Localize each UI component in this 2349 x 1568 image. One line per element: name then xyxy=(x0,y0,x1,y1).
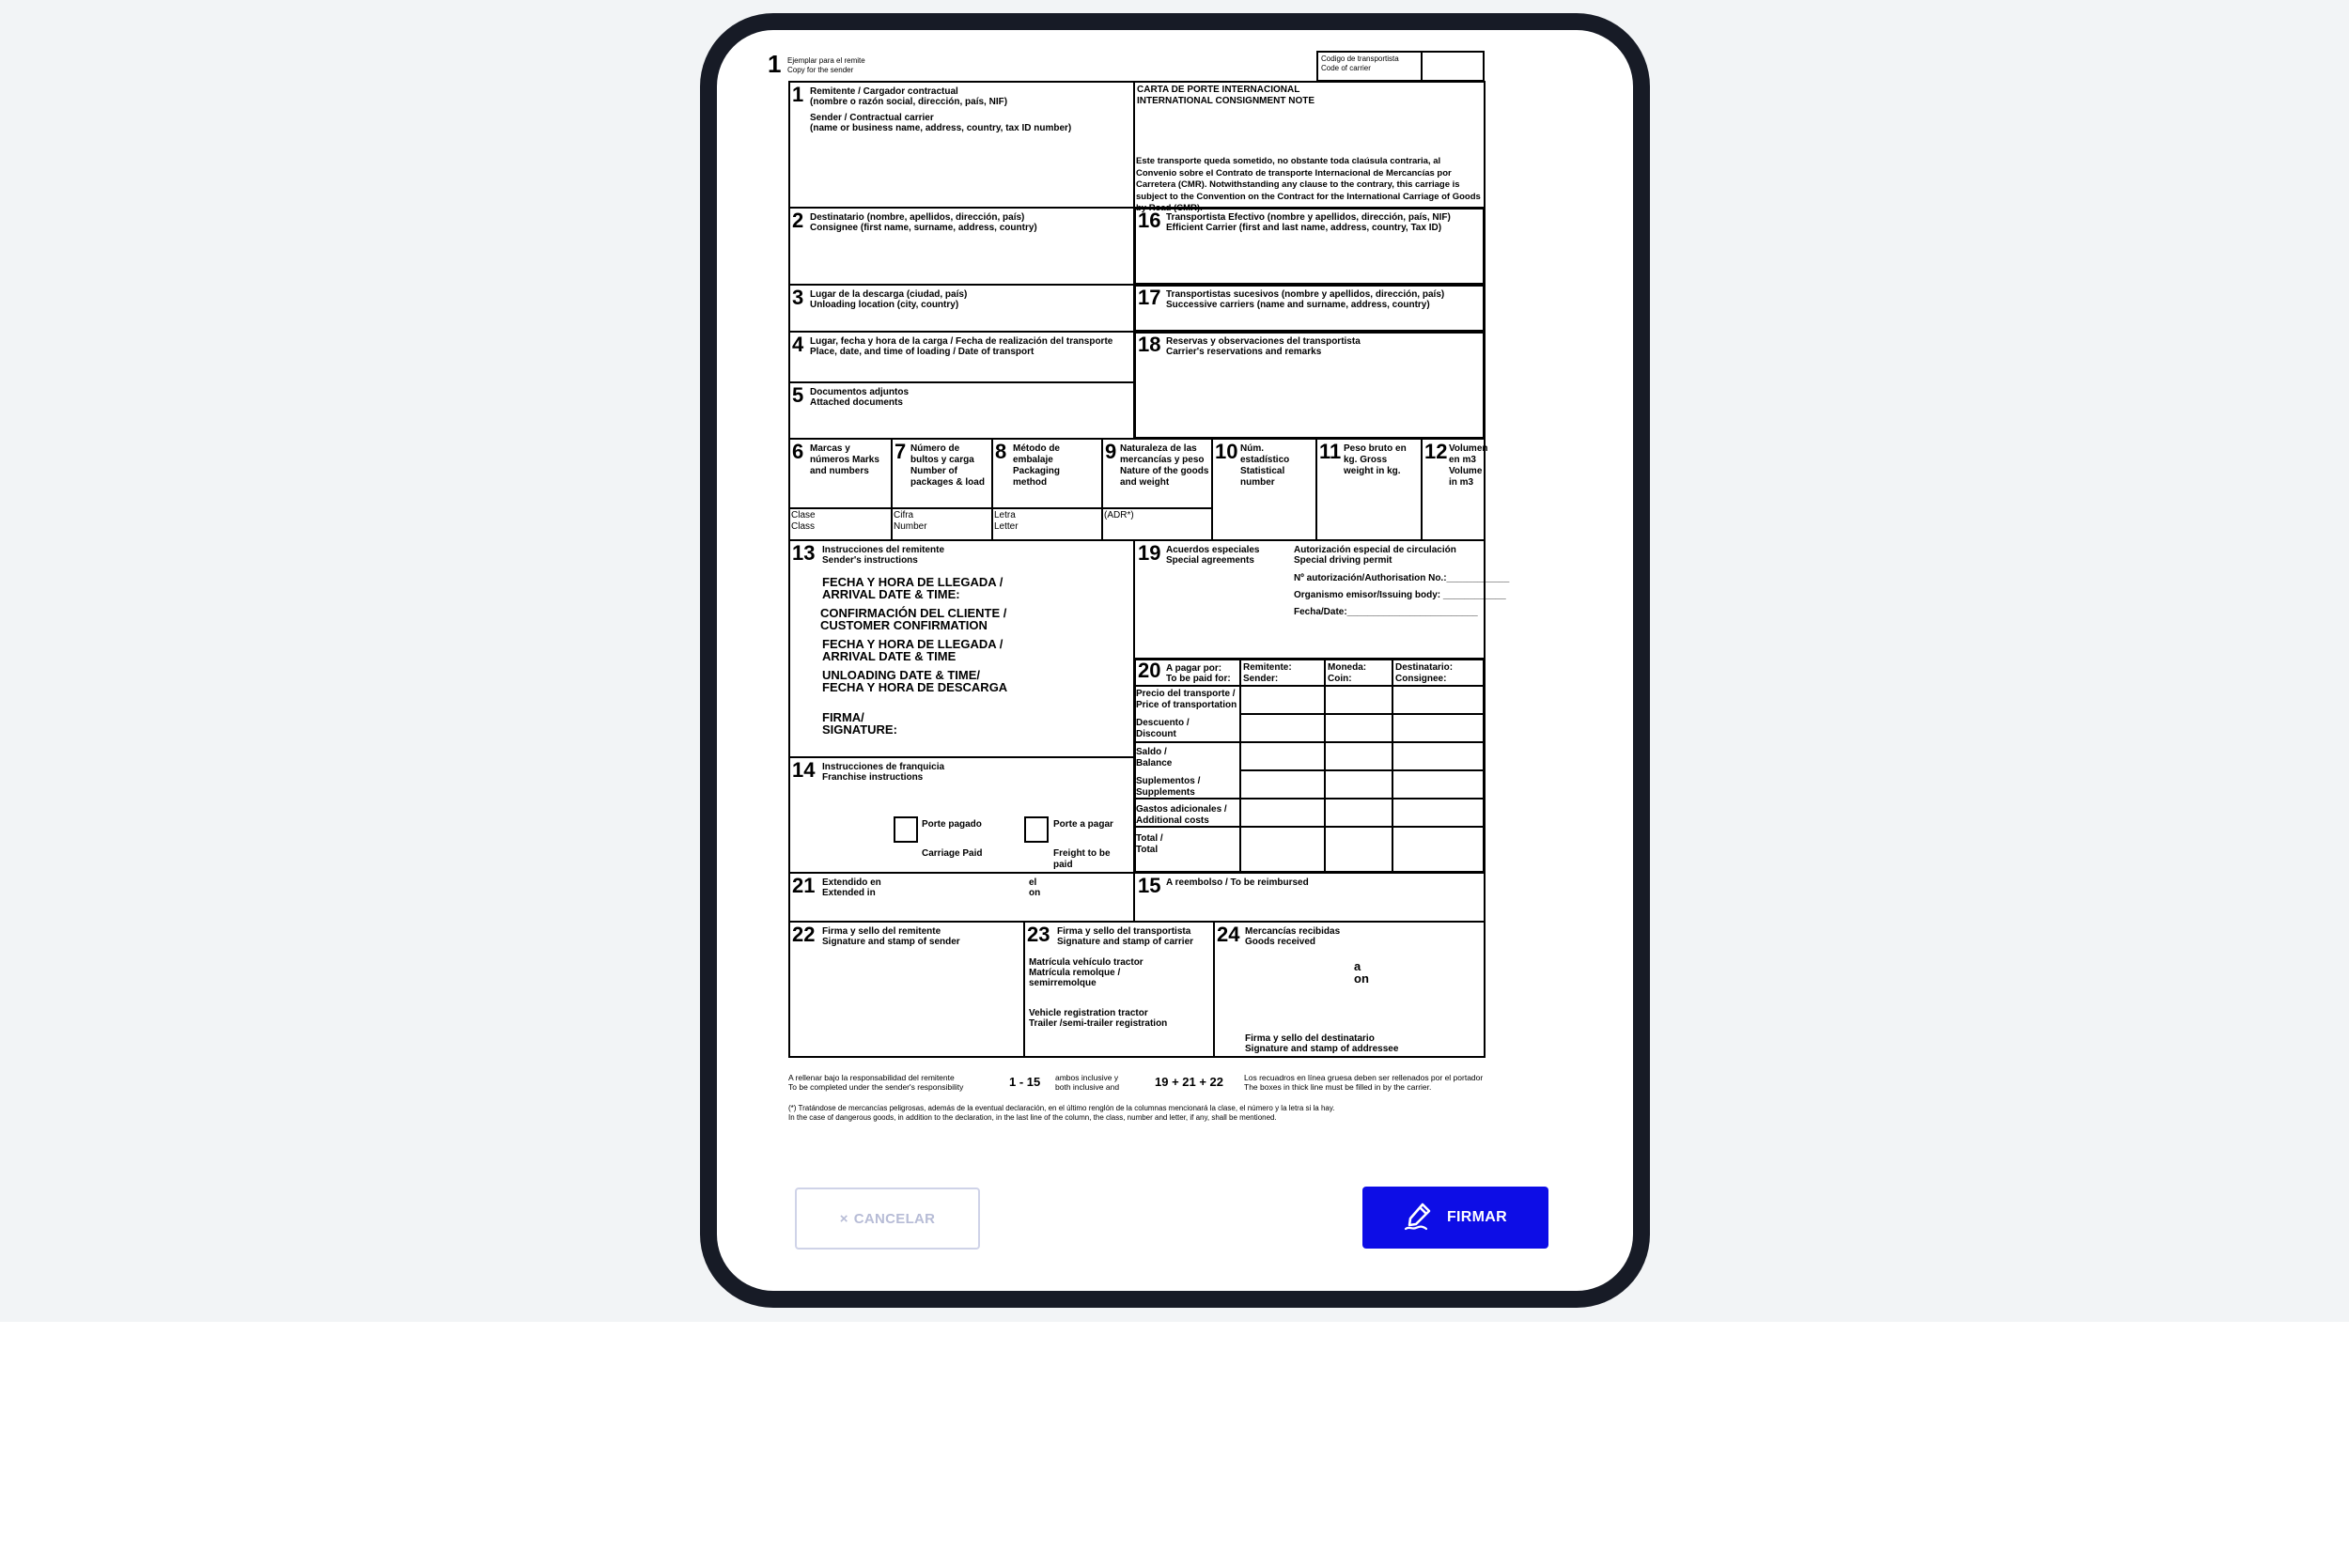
field-13-label-en: Sender's instructions xyxy=(822,555,918,566)
freight-to-pay-checkbox[interactable] xyxy=(1024,816,1049,843)
permit-label-en: Special driving permit xyxy=(1294,555,1392,566)
tractor-plate-es: Matrícula vehículo tractor xyxy=(1029,957,1143,968)
instr-line-9: FIRMA/ xyxy=(822,710,864,724)
field-22-label-en: Signature and stamp of sender xyxy=(822,937,960,947)
col-consignee: Destinatario: Consignee: xyxy=(1395,662,1454,684)
field-19-label-es: Acuerdos especiales xyxy=(1166,545,1260,555)
trailer-plate-en: Trailer /semi-trailer registration xyxy=(1029,1018,1168,1029)
field-11-label: Peso bruto en kg. Gross weight in kg. xyxy=(1344,443,1407,476)
field-13-label-es: Instrucciones del remitente xyxy=(822,545,945,555)
close-icon: × xyxy=(839,1210,848,1227)
footer-resp-es: A rellenar bajo la responsabilidad del remitente xyxy=(788,1073,955,1082)
footer-thick-es: Los recuadros en línea gruesa deben ser rellenados por el portador xyxy=(1244,1073,1484,1082)
field-2-number: 2 xyxy=(792,209,804,232)
cmr-consignment-note xyxy=(717,30,1633,1291)
carrier-code-label-en: Code of carrier xyxy=(1321,64,1371,72)
field-19-label-en: Special agreements xyxy=(1166,555,1254,566)
semitrailer-es: semirremolque xyxy=(1029,978,1097,988)
field-4-label-es: Lugar, fecha y hora de la carga / Fecha de realización del transporte xyxy=(810,336,1113,347)
instr-line-10: SIGNATURE: xyxy=(822,722,897,737)
field-21-label-es: Extendido en xyxy=(822,877,881,888)
field-14-label-es: Instrucciones de franquicia xyxy=(822,762,945,772)
permit-date-field: Fecha/Date:_________________________ xyxy=(1294,607,1478,617)
row-total: Total / Total xyxy=(1136,833,1163,855)
field-18-label-en: Carrier's reservations and remarks xyxy=(1166,347,1322,357)
instr-line-7: UNLOADING DATE & TIME/ xyxy=(822,668,981,682)
instr-line-3: CONFIRMACIÓN DEL CLIENTE / xyxy=(820,606,1007,620)
field-18-label-es: Reservas y observaciones del transportista xyxy=(1166,336,1361,347)
field-12-number: 12 xyxy=(1424,440,1448,463)
field-9-sub: (ADR*) xyxy=(1104,510,1134,520)
field-1-number: 1 xyxy=(792,83,804,106)
addressee-sign-es: Firma y sello del destinatario xyxy=(1245,1033,1375,1044)
field-16-label-en: Efficient Carrier (first and last name, address, country, Tax ID) xyxy=(1166,223,1442,233)
row-balance: Saldo / Balance xyxy=(1136,747,1173,768)
copy-label-es: Ejemplar para el remite xyxy=(787,56,865,65)
issuing-body-field: Organismo emisor/Issuing body: ____________ xyxy=(1294,590,1506,600)
copy-number: 1 xyxy=(768,50,782,78)
sign-label: FIRMAR xyxy=(1446,1209,1507,1225)
field-23-number: 23 xyxy=(1027,923,1050,946)
footer-resp-en: To be completed under the sender's responsibility xyxy=(788,1082,964,1092)
carriage-paid-en: Carriage Paid xyxy=(922,848,983,859)
field-24-label-en: Goods received xyxy=(1245,937,1316,947)
field-24-on: on xyxy=(1354,971,1369,986)
field-10-number: 10 xyxy=(1215,440,1238,463)
field-2-label-es: Destinatario (nombre, apellidos, dirección, país) xyxy=(810,212,1025,223)
field-14-number: 14 xyxy=(792,758,816,782)
row-discount: Descuento / Discount xyxy=(1136,718,1190,739)
field-19-number: 19 xyxy=(1138,541,1161,565)
field-5-label-es: Documentos adjuntos xyxy=(810,387,910,397)
permit-label-es: Autorización especial de circulación xyxy=(1294,545,1456,555)
field-17-label-en: Successive carriers (name and surname, address, country) xyxy=(1166,300,1430,310)
field-9-number: 9 xyxy=(1105,440,1117,463)
row-supplements: Suplementos / Supplements xyxy=(1136,776,1201,798)
footer-incl-es: ambos inclusive y xyxy=(1055,1073,1119,1082)
field-5-label-en: Attached documents xyxy=(810,397,903,408)
field-7-sub: Cifra Number xyxy=(894,510,927,532)
field-4-label-en: Place, date, and time of loading / Date of transport xyxy=(810,347,1034,357)
field-8-label: Método de embalaje Packaging method xyxy=(1013,443,1061,488)
carrier-code-label-es: Codigo de transportista xyxy=(1321,54,1399,63)
field-18-number: 18 xyxy=(1138,333,1161,356)
field-8-number: 8 xyxy=(995,440,1007,463)
field-20-label-en: To be paid for: xyxy=(1166,674,1231,684)
instr-line-2: ARRIVAL DATE & TIME: xyxy=(822,587,960,601)
field-1-label-es: Remitente / Cargador contractual xyxy=(810,86,958,97)
field-7-number: 7 xyxy=(894,440,907,463)
form-left-upper-frame xyxy=(788,81,1135,440)
field-1-label-en2: (name or business name, address, country, tax ID number) xyxy=(810,123,1072,133)
field-24-label-es: Mercancías recibidas xyxy=(1245,926,1341,937)
field-21-on-es: el xyxy=(1029,877,1037,888)
cancel-label: CANCELAR xyxy=(853,1210,936,1227)
instr-line-8: FECHA Y HORA DE DESCARGA xyxy=(822,680,1008,694)
tablet-frame xyxy=(700,13,1650,1308)
field-3-number: 3 xyxy=(792,286,804,309)
footer-danger-es: (*) Tratándose de mercancías peligrosas, además de la eventual declaración, en el último renglón de la columnas mencionará la clase, el número y la letra si la hay. xyxy=(788,1104,1335,1112)
field-8-sub: Letra Letter xyxy=(994,510,1019,532)
footer-incl-en: both inclusive and xyxy=(1055,1082,1120,1092)
field-24-number: 24 xyxy=(1217,923,1240,946)
instr-line-4: CUSTOMER CONFIRMATION xyxy=(820,618,988,632)
cancel-button[interactable] xyxy=(795,1188,980,1250)
footer-range-2: 19 + 21 + 22 xyxy=(1155,1075,1224,1089)
footer-danger-en: In the case of dangerous goods, in addition to the declaration, in the last line of the column, the class, number and letter, if any, shall be mentioned. xyxy=(788,1113,1277,1122)
field-15-label: A reembolso / To be reimbursed xyxy=(1166,877,1309,888)
form-title-es: CARTA DE PORTE INTERNACIONAL xyxy=(1137,85,1300,95)
field-12-label: Volumen en m3 Volume in m3 xyxy=(1449,443,1488,488)
form-title-en: INTERNATIONAL CONSIGNMENT NOTE xyxy=(1137,96,1315,106)
sign-button[interactable] xyxy=(1362,1187,1548,1249)
footer-range-1: 1 - 15 xyxy=(1009,1075,1041,1089)
field-14-label-en: Franchise instructions xyxy=(822,772,924,783)
trailer-plate-es: Matrícula remolque / xyxy=(1029,968,1121,978)
field-15-number: 15 xyxy=(1138,874,1161,897)
col-coin: Moneda: Coin: xyxy=(1328,662,1367,684)
field-17-number: 17 xyxy=(1138,286,1161,309)
field-10-label: Núm. estadístico Statistical number xyxy=(1240,443,1290,488)
row-additional-costs: Gastos adicionales / Additional costs xyxy=(1136,804,1227,826)
instr-line-6: ARRIVAL DATE & TIME xyxy=(822,649,957,663)
carriage-paid-es: Porte pagado xyxy=(922,819,982,830)
field-6-number: 6 xyxy=(792,440,804,463)
field-6-label: Marcas y números Marks and numbers xyxy=(810,443,879,476)
field-7-label: Número de bultos y carga Number of packages & load xyxy=(910,443,985,488)
freight-to-pay-es: Porte a pagar xyxy=(1053,819,1113,830)
addressee-sign-en: Signature and stamp of addressee xyxy=(1245,1044,1399,1054)
field-23-label-es: Firma y sello del transportista xyxy=(1057,926,1191,937)
field-3-label-es: Lugar de la descarga (ciudad, país) xyxy=(810,289,968,300)
field-4-number: 4 xyxy=(792,333,804,356)
field-20-label-es: A pagar por: xyxy=(1166,663,1222,674)
field-16-label-es: Transportista Efectivo (nombre y apellidos, dirección, país, NIF) xyxy=(1166,212,1451,223)
field-13-number: 13 xyxy=(792,541,816,565)
carriage-paid-checkbox[interactable] xyxy=(894,816,918,843)
field-3-label-en: Unloading location (city, country) xyxy=(810,300,959,310)
field-20-number: 20 xyxy=(1138,659,1161,682)
copy-label-en: Copy for the sender xyxy=(787,66,854,74)
sign-pen-icon xyxy=(1404,1201,1436,1235)
row-price: Precio del transporte / Price of transportation xyxy=(1136,689,1237,710)
footer-thick-en: The boxes in thick line must be filled in by the carrier. xyxy=(1244,1082,1432,1092)
col-sender: Remitente: Sender: xyxy=(1243,662,1292,684)
field-1-label-en: Sender / Contractual carrier xyxy=(810,113,934,123)
field-21-number: 21 xyxy=(792,874,816,897)
field-11-number: 11 xyxy=(1319,440,1342,463)
field-6-sub: Clase Class xyxy=(791,510,816,532)
field-17-label-es: Transportistas sucesivos (nombre y apellidos, dirección, país) xyxy=(1166,289,1445,300)
instr-line-1: FECHA Y HORA DE LLEGADA / xyxy=(822,575,1003,589)
cmr-convention-text: Este transporte queda sometido, no obstante toda claúsula contraria, al Convenio sobre el Contrato de transporte Internacional de Mercancías por Carretera (CMR). Notwithstanding any clause to the contrary, this carriage is subject to the Convention on the Contract for the International Carriage of Goods by Road (CMR). xyxy=(1136,156,1481,213)
instr-line-5: FECHA Y HORA DE LLEGADA / xyxy=(822,637,1003,651)
freight-to-pay-en: Freight to be paid xyxy=(1053,848,1111,870)
authorisation-no-field: Nº autorización/Authorisation No.:____________ xyxy=(1294,573,1510,583)
field-9-label: Naturaleza de las mercancías y peso Nature of the goods and weight xyxy=(1120,443,1209,488)
field-23-label-en: Signature and stamp of carrier xyxy=(1057,937,1194,947)
field-21-on-en: on xyxy=(1029,888,1041,898)
field-22-label-es: Firma y sello del remitente xyxy=(822,926,941,937)
tractor-plate-en: Vehicle registration tractor xyxy=(1029,1008,1148,1018)
field-21-label-en: Extended in xyxy=(822,888,876,898)
field-22-number: 22 xyxy=(792,923,816,946)
field-5-number: 5 xyxy=(792,383,804,407)
field-24-a: a xyxy=(1354,959,1361,973)
field-16-number: 16 xyxy=(1138,209,1161,232)
field-1-label-es2: (nombre o razón social, dirección, país, NIF) xyxy=(810,97,1008,107)
tablet-screen xyxy=(717,30,1633,1291)
field-2-label-en: Consignee (first name, surname, address, country) xyxy=(810,223,1037,233)
